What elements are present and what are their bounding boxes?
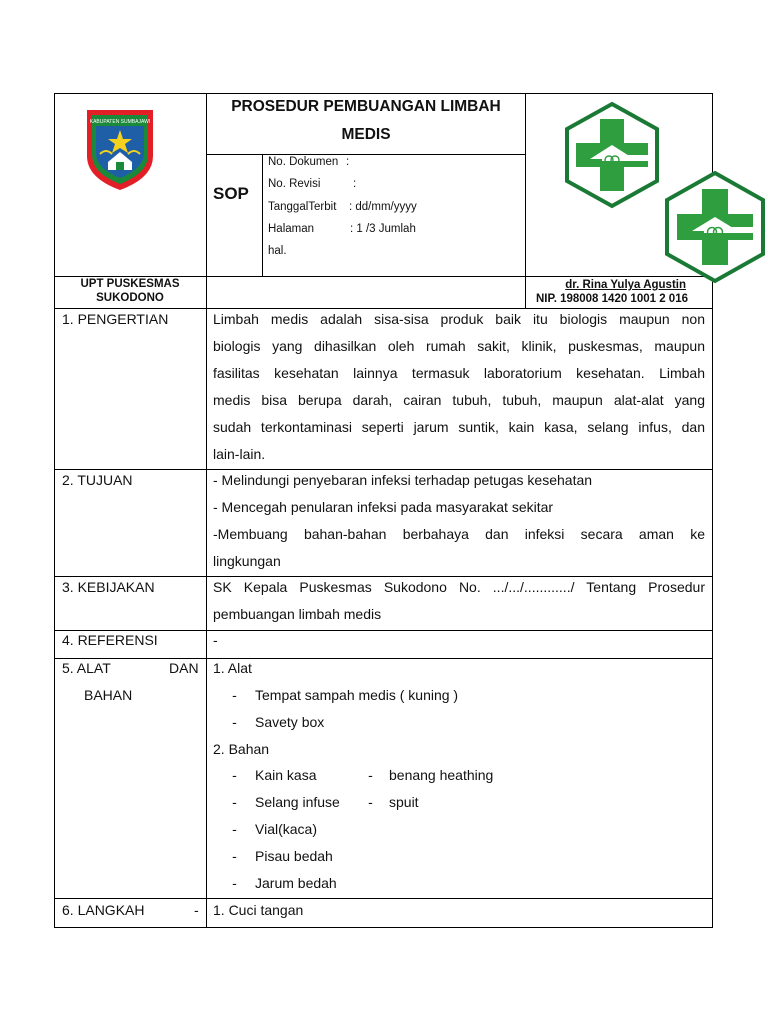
document-title xyxy=(206,93,526,149)
org-name-line-1: UPT PUSKESMAS xyxy=(80,278,180,290)
list-item xyxy=(222,843,333,870)
doc-field-value: : xyxy=(346,156,350,168)
list-item-text: Jarum bedah xyxy=(255,875,337,891)
list-item xyxy=(222,870,337,897)
body-line: - Mencegah penularan infeksi pada masyarakat sekitar xyxy=(213,499,554,515)
puskesmas-logo xyxy=(562,101,662,209)
list-item-text: benang heathing xyxy=(389,767,494,783)
section-label-pengertian: 1. PENGERTIAN xyxy=(62,311,169,327)
list-dash: - xyxy=(232,767,237,783)
title-line-1: PROSEDUR PEMBUANGAN LIMBAH xyxy=(231,98,501,115)
body-line: sudah terkontaminasi seperti jarum suntik, kain kasa, selang infus, dan xyxy=(213,419,705,435)
list-item xyxy=(358,762,493,789)
section-label-bahan: BAHAN xyxy=(84,687,133,703)
section-body-langkah: 1. Cuci tangan xyxy=(213,902,304,918)
section-label-alat: 5. ALAT xyxy=(62,660,111,676)
alat-heading: 1. Alat xyxy=(213,660,252,676)
org-name xyxy=(54,277,206,305)
section-label-tujuan: 2. TUJUAN xyxy=(62,472,133,488)
list-item xyxy=(222,816,317,843)
regency-logo xyxy=(82,104,158,194)
section-label-dan: DAN xyxy=(169,660,199,676)
section-body-referensi: - xyxy=(213,632,218,648)
body-line: medis bisa berupa darah, cairan tubuh, tubuh, maupun alat-alat yang xyxy=(213,392,705,408)
doc-field-label: Halaman xyxy=(268,223,315,235)
list-dash: - xyxy=(232,794,237,810)
list-item-text: Savety box xyxy=(255,714,325,730)
title-line-2: MEDIS xyxy=(341,126,391,143)
body-line: - Melindungi penyebaran infeksi terhadap petugas kesehatan xyxy=(213,472,593,488)
section-label-langkah-dash: - xyxy=(194,902,199,918)
doc-field-label: TanggalTerbit xyxy=(268,201,337,213)
list-item-text: spuit xyxy=(389,794,419,810)
body-line: SK Kepala Puskesmas Sukodono No. .../.../............/ Tentang Prosedur xyxy=(213,579,705,595)
list-item-text: Tempat sampah medis ( kuning ) xyxy=(255,687,459,703)
sop-label: SOP xyxy=(213,184,249,203)
list-dash: - xyxy=(232,848,237,864)
body-line: lain-lain. xyxy=(213,446,266,462)
list-item-text: Pisau bedah xyxy=(255,848,333,864)
doc-field-value: : xyxy=(353,178,357,190)
list-item-text: Selang infuse xyxy=(255,794,340,810)
section-label-referensi: 4. REFERENSI xyxy=(62,632,158,648)
list-dash: - xyxy=(232,714,237,730)
list-item-text: Vial(kaca) xyxy=(255,821,317,837)
body-line: fasilitas kesehatan lainnya termasuk laboratorium kesehatan. Limbah xyxy=(213,365,705,381)
svg-text:KABUPATEN SUMBAJAWI: KABUPATEN SUMBAJAWI xyxy=(89,119,151,125)
list-item xyxy=(222,789,340,816)
body-line: -Membuang bahan-bahan berbahaya dan infeksi secara aman ke xyxy=(213,526,705,542)
list-item xyxy=(222,762,316,789)
section-label-kebijakan: 3. KEBIJAKAN xyxy=(62,579,155,595)
body-line: Limbah medis adalah sisa-sisa produk baik itu biologis maupun non xyxy=(213,311,705,327)
body-line: biologis yang dihasilkan oleh rumah sakit, klinik, puskesmas, maupun xyxy=(213,338,705,354)
list-item xyxy=(222,709,324,736)
signer-nip: NIP. 198008 1420 1001 2 016 xyxy=(536,293,688,305)
org-name-line-2: SUKODONO xyxy=(96,292,164,304)
list-item-text: Kain kasa xyxy=(255,767,317,783)
doc-field-label: hal. xyxy=(268,245,287,257)
bahan-heading: 2. Bahan xyxy=(213,741,270,757)
body-line: pembuangan limbah medis xyxy=(213,606,382,622)
list-dash: - xyxy=(232,687,237,703)
body-line: lingkungan xyxy=(213,553,281,569)
list-dash: - xyxy=(232,875,237,891)
list-dash: - xyxy=(368,794,373,810)
doc-field-label: No. Revisi xyxy=(268,178,321,190)
doc-field-value: : 1 /3 Jumlah xyxy=(350,223,416,235)
section-label-langkah: 6. LANGKAH xyxy=(62,902,145,918)
doc-field-label: No. Dokumen xyxy=(268,156,339,168)
doc-field-value: : dd/mm/yyyy xyxy=(349,201,417,213)
signer-name: dr. Rina Yulya Agustin xyxy=(565,279,686,291)
list-item xyxy=(358,789,419,816)
list-item xyxy=(222,682,458,709)
puskesmas-logo-secondary xyxy=(662,170,768,284)
list-dash: - xyxy=(368,767,373,783)
list-dash: - xyxy=(232,821,237,837)
